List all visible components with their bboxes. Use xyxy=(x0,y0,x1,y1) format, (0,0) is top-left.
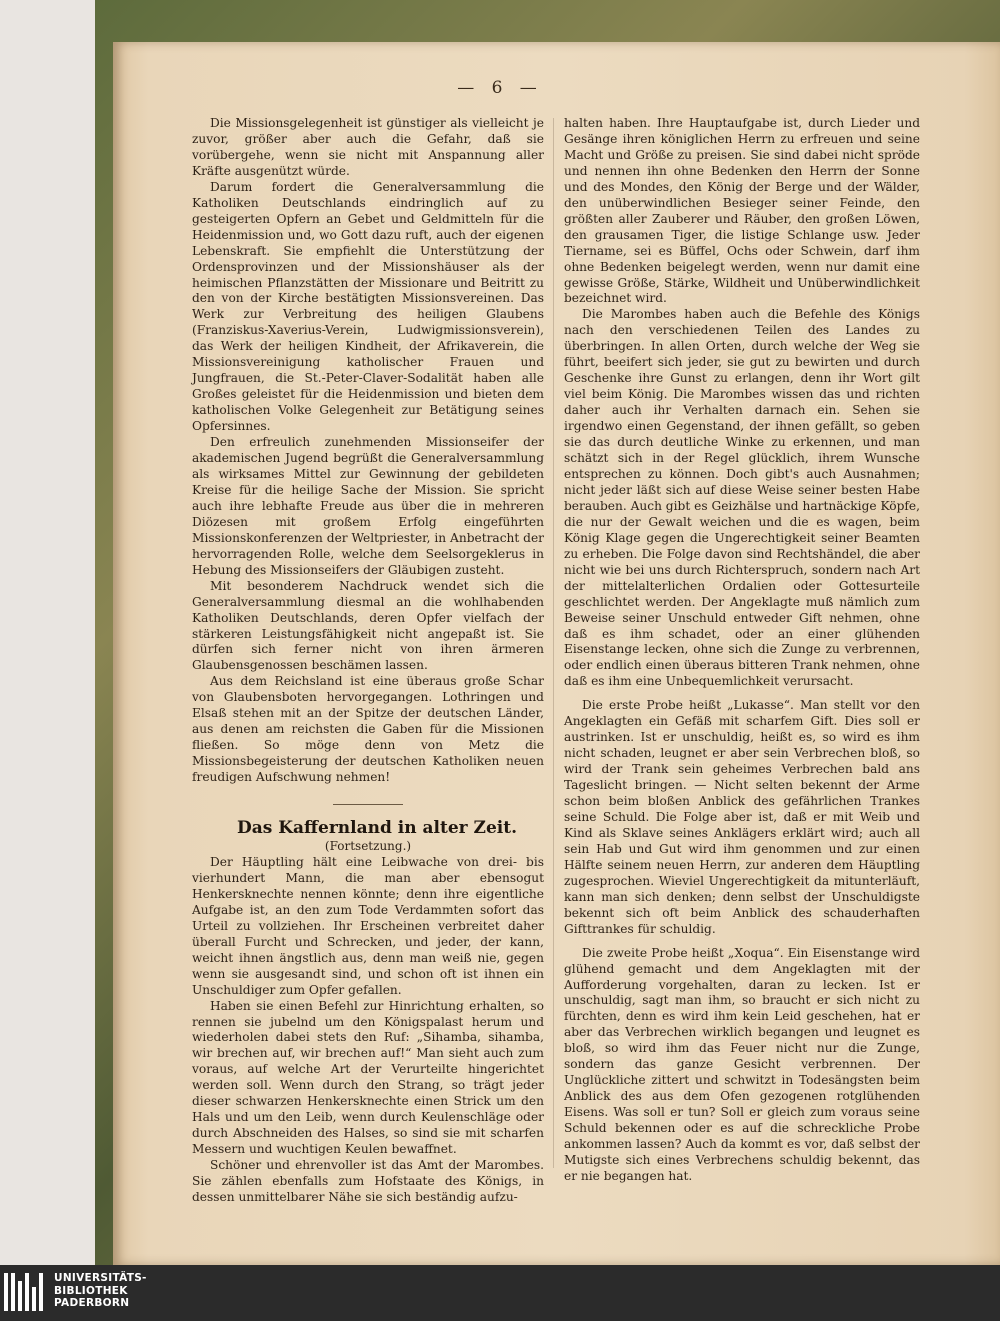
paragraph: Darum fordert die Generalversammlung die Katholiken Deutschlands eindringlich auf zu gesteigerten Opfern an Gebet und Geldmitteln für die Heidenmission und, wo Gott dazu ruft, auch der eigenen Lebenskraft. Sie empfiehlt die Unterstützung der Ordensprovinzen und der Missionshäuser als der heimischen Pflanzstätten der Missionare und Beitritt zu den von der Kirche bestätigten Missionsvereinen. Das Werk zur Verbreitung des heiligen Glaubens (Franziskus-Xaverius-Verein, Ludwigmissionsverein), das Werk der heiligen Kindheit, der Afrikaverein, die Missionsvereinigung katholischer Frauen und Jungfrauen, die St.-Peter-Claver-Sodalität haben alle Großes geleistet für die Heidenmission und bieten dem katholischen Volke Gelegenheit zur Betätigung seines Opfersinnes. xyxy=(192,179,544,434)
library-name-line: PADERBORN xyxy=(54,1297,130,1309)
paragraph: Die Marombes haben auch die Befehle des Königs nach den verschiedenen Teilen des Landes zu überbringen. In allen Orten, durch welche der Weg sie führt, beeifert sich jeder, sie gut zu bewirten und durch Geschenke ihre Gunst zu erlangen, denn ihr Wort gilt viel beim König. Die Marombes wissen das und richten daher auch ihr Verhalten darnach ein. Sehen sie irgendwo einen Gegenstand, der ihnen gefällt, so geben sie das durch deutliche Winke zu erkennen, und man schätzt sich in der Regel glücklich, ihrem Wunsche entsprechen zu können. Doch gibt's auch Ausnahmen; nicht jeder läßt sich auf diese Weise seiner besten Habe berauben. Auch gibt es Geizhälse und hartnäckige Köpfe, die nur der Gewalt weichen und die es wagen, beim König Klage gegen die Ungerechtigkeit seiner Beamten zu erheben. Die Folge davon sind Rechtshändel, die aber nicht wie bei uns durch Richterspruch, sondern nach Art der mittelalterlichen Ordalien oder Gottesurteile geschlichtet werden. Der Angeklagte muß nämlich zum Beweise seiner Unschuld entweder Gift nehmen, ohne daß es ihm schadet, oder an einer glühenden Eisenstange lecken, ohne sich die Zunge zu verbrennen, oder endlich einen überaus bitteren Trank nehmen, ohne daß es ihm eine Unbequemlichkeit verursacht. xyxy=(564,307,920,689)
article-subheadline: (Fortsetzung.) xyxy=(324,839,412,854)
paragraph: Mit besonderem Nachdruck wendet sich die Generalversammlung diesmal an die wohlhabenden Katholiken Deutschlands, deren Opfer vielfach der stärkeren Leistungsfähigkeit nicht angepaßt ist. Sie dürfen sich ferner nicht von ihren ärmeren Glaubensgenossen beschämen lassen. xyxy=(192,578,544,673)
library-footer xyxy=(0,1265,1000,1321)
library-name-line: BIBLIOTHEK xyxy=(54,1284,128,1297)
paragraph: Die zweite Probe heißt „Xoqua“. Ein Eisenstange wird glühend gemacht und dem Angeklagten mit der Aufforderung vorgehalten, daran zu lecken. Ist er unschuldig, sagt man ihm, so braucht er sich nicht zu fürchten, denn es wird ihm kein Leid geschehen, hat er aber das Verbrechen wirklich begangen und leugnet es bloß, so wird ihm das Feuer nicht nur die Zunge, sondern das ganze Gesicht verbrennen. Der Unglückliche zittert und schwitzt in Todesängsten beim Anblick des aus dem Ofen gezogenen rotglühenden Eisens. Was soll er tun? Soll er gleich zum voraus seine Schuld bekennen oder es auf die schreckliche Probe ankommen lassen? Auch da kommt es vor, daß selbst der Mutigste sich eines Verbrechens schuldig bekennt, das er nie begangen hat. xyxy=(564,945,920,1183)
paragraph: halten haben. Ihre Hauptaufgabe ist, durch Lieder und Gesänge ihren königlichen Herrn zu erfreuen und seine Macht und Größe zu preisen. Sie sind dabei nicht spröde und nennen ihn ohne Bedenken den Herrn der Sonne und des Mondes, den König der Berge und der Wälder, den unüberwindlichen Besieger seiner Feinde, den größten aller Zauberer und Räuber, den großen Löwen, den grausamen Tiger, die listige Schlange usw. Jeder Tiername, sei es Büffel, Ochs oder Schwein, darf ihm ohne Bedenken beigelegt werden, wenn nur damit eine gewisse Größe, Stärke, Wildheit und Unüberwindlichkeit bezeichnet wird. xyxy=(564,116,920,306)
paragraph: Haben sie einen Befehl zur Hinrichtung erhalten, so rennen sie jubelnd um den Königspalast herum und wiederholen dabei stets den Ruf: „Sihamba, sihamba, wir brechen auf, wir brechen auf!“ Man sieht auch zum voraus, auf welche Art der Verurteilte hingerichtet werden soll. Wenn durch den Strang, so trägt jeder dieser schwarzen Henkersknechte einen Strick um den Hals und um den Leib, wenn durch Keulenschläge oder durch Abschneiden des Halses, so sind sie mit scharfen Messern und wuchtigen Keulen bewaffnet. xyxy=(192,998,544,1157)
column-divider xyxy=(553,118,554,1168)
paragraph: Schöner und ehrenvoller ist das Amt der Marombes. Sie zählen ebenfalls zum Hofstaate des Königs, in dessen unmittelbarer Nähe sie sich beständig aufzu- xyxy=(192,1158,544,1204)
paragraph: Aus dem Reichsland ist eine überaus große Schar von Glaubensboten hervorgegangen. Lothringen und Elsaß stehen mit an der Spitze der deutschen Länder, aus denen am reichsten die Gaben für die Missionen fließen. So möge denn von Metz die Missionsbegeisterung der deutschen Katholiken neuen freudigen Aufschwung nehmen! xyxy=(192,674,544,785)
paragraph: Die Missionsgelegenheit ist günstiger als vielleicht je zuvor, größer aber auch die Gefahr, daß sie vorübergehe, wenn sie nicht mit Anspannung aller Kräfte ausgenützt würde. xyxy=(192,116,544,178)
library-logo-icon xyxy=(4,1273,48,1311)
article-headline: Das Kaffernland in alter Zeit. xyxy=(237,818,517,839)
paragraph: Die erste Probe heißt „Lukasse“. Man stellt vor den Angeklagten ein Gefäß mit scharfem Gift. Dies soll er austrinken. Ist er unschuldig, heißt es, so wird es ihm nicht schaden, leugnet er aber sein Verbrechen bloß, so wird der Trank sein geheimes Verbrechen bald ans Tageslicht bringen. — Nicht selten bekennt der Arme schon beim bloßen Anblick des gefährlichen Trankes seine Schuld. Die Folge aber ist, daß er mit Weib und Kind als Sklave seines Anklägers erklärt wird; auch all sein Hab und Gut wird ihm genommen und zur einen Hälfte seinem neuen Herrn, zur anderen dem Häuptling zugesprochen. Wieviel Ungerechtigkeit da mitunterläuft, kann man sich denken; denn selbst der Unschuldigste bekennt sich oft beim Anblick des schauderhaften Gifttrankes für schuldig. xyxy=(564,698,920,936)
section-rule xyxy=(333,804,403,805)
paragraph: Der Häuptling hält eine Leibwache von drei- bis vierhundert Mann, die man aber ebensogut Henkersknechte nennen könnte; denn ihre eigentliche Aufgabe ist, an den zum Tode Verdammten sofort das Urteil zu vollziehen. Ihr Erscheinen verbreitet daher überall Furcht und Schrecken, und jeder, der kann, weicht ihnen ängstlich aus, denn man weiß nie, gegen wenn sie ausgesandt sind, und schon oft ist ihnen ein Unschuldiger zum Opfer gefallen. xyxy=(192,854,544,997)
paragraph: Den erfreulich zunehmenden Missionseifer der akademischen Jugend begrüßt die Generalversammlung als wirksames Mittel zur Gewinnung der gebildeten Kreise für die heilige Sache der Mission. Sie spricht auch ihre lebhafte Freude aus über die in mehreren Diözesen mit großem Erfolg eingeführten Missionskonferenzen der Weltpriester, in Anbetracht der hervorragenden Rolle, welche dem Seelsorgeklerus in Hebung des Missionseifers der Gläubigen zusteht. xyxy=(192,435,544,577)
page-number: — 6 — xyxy=(457,78,543,98)
right-column xyxy=(564,116,920,1185)
library-name xyxy=(54,1272,147,1310)
left-column xyxy=(192,116,544,1206)
library-name-line: UNIVERSITÄTS- xyxy=(54,1272,147,1284)
